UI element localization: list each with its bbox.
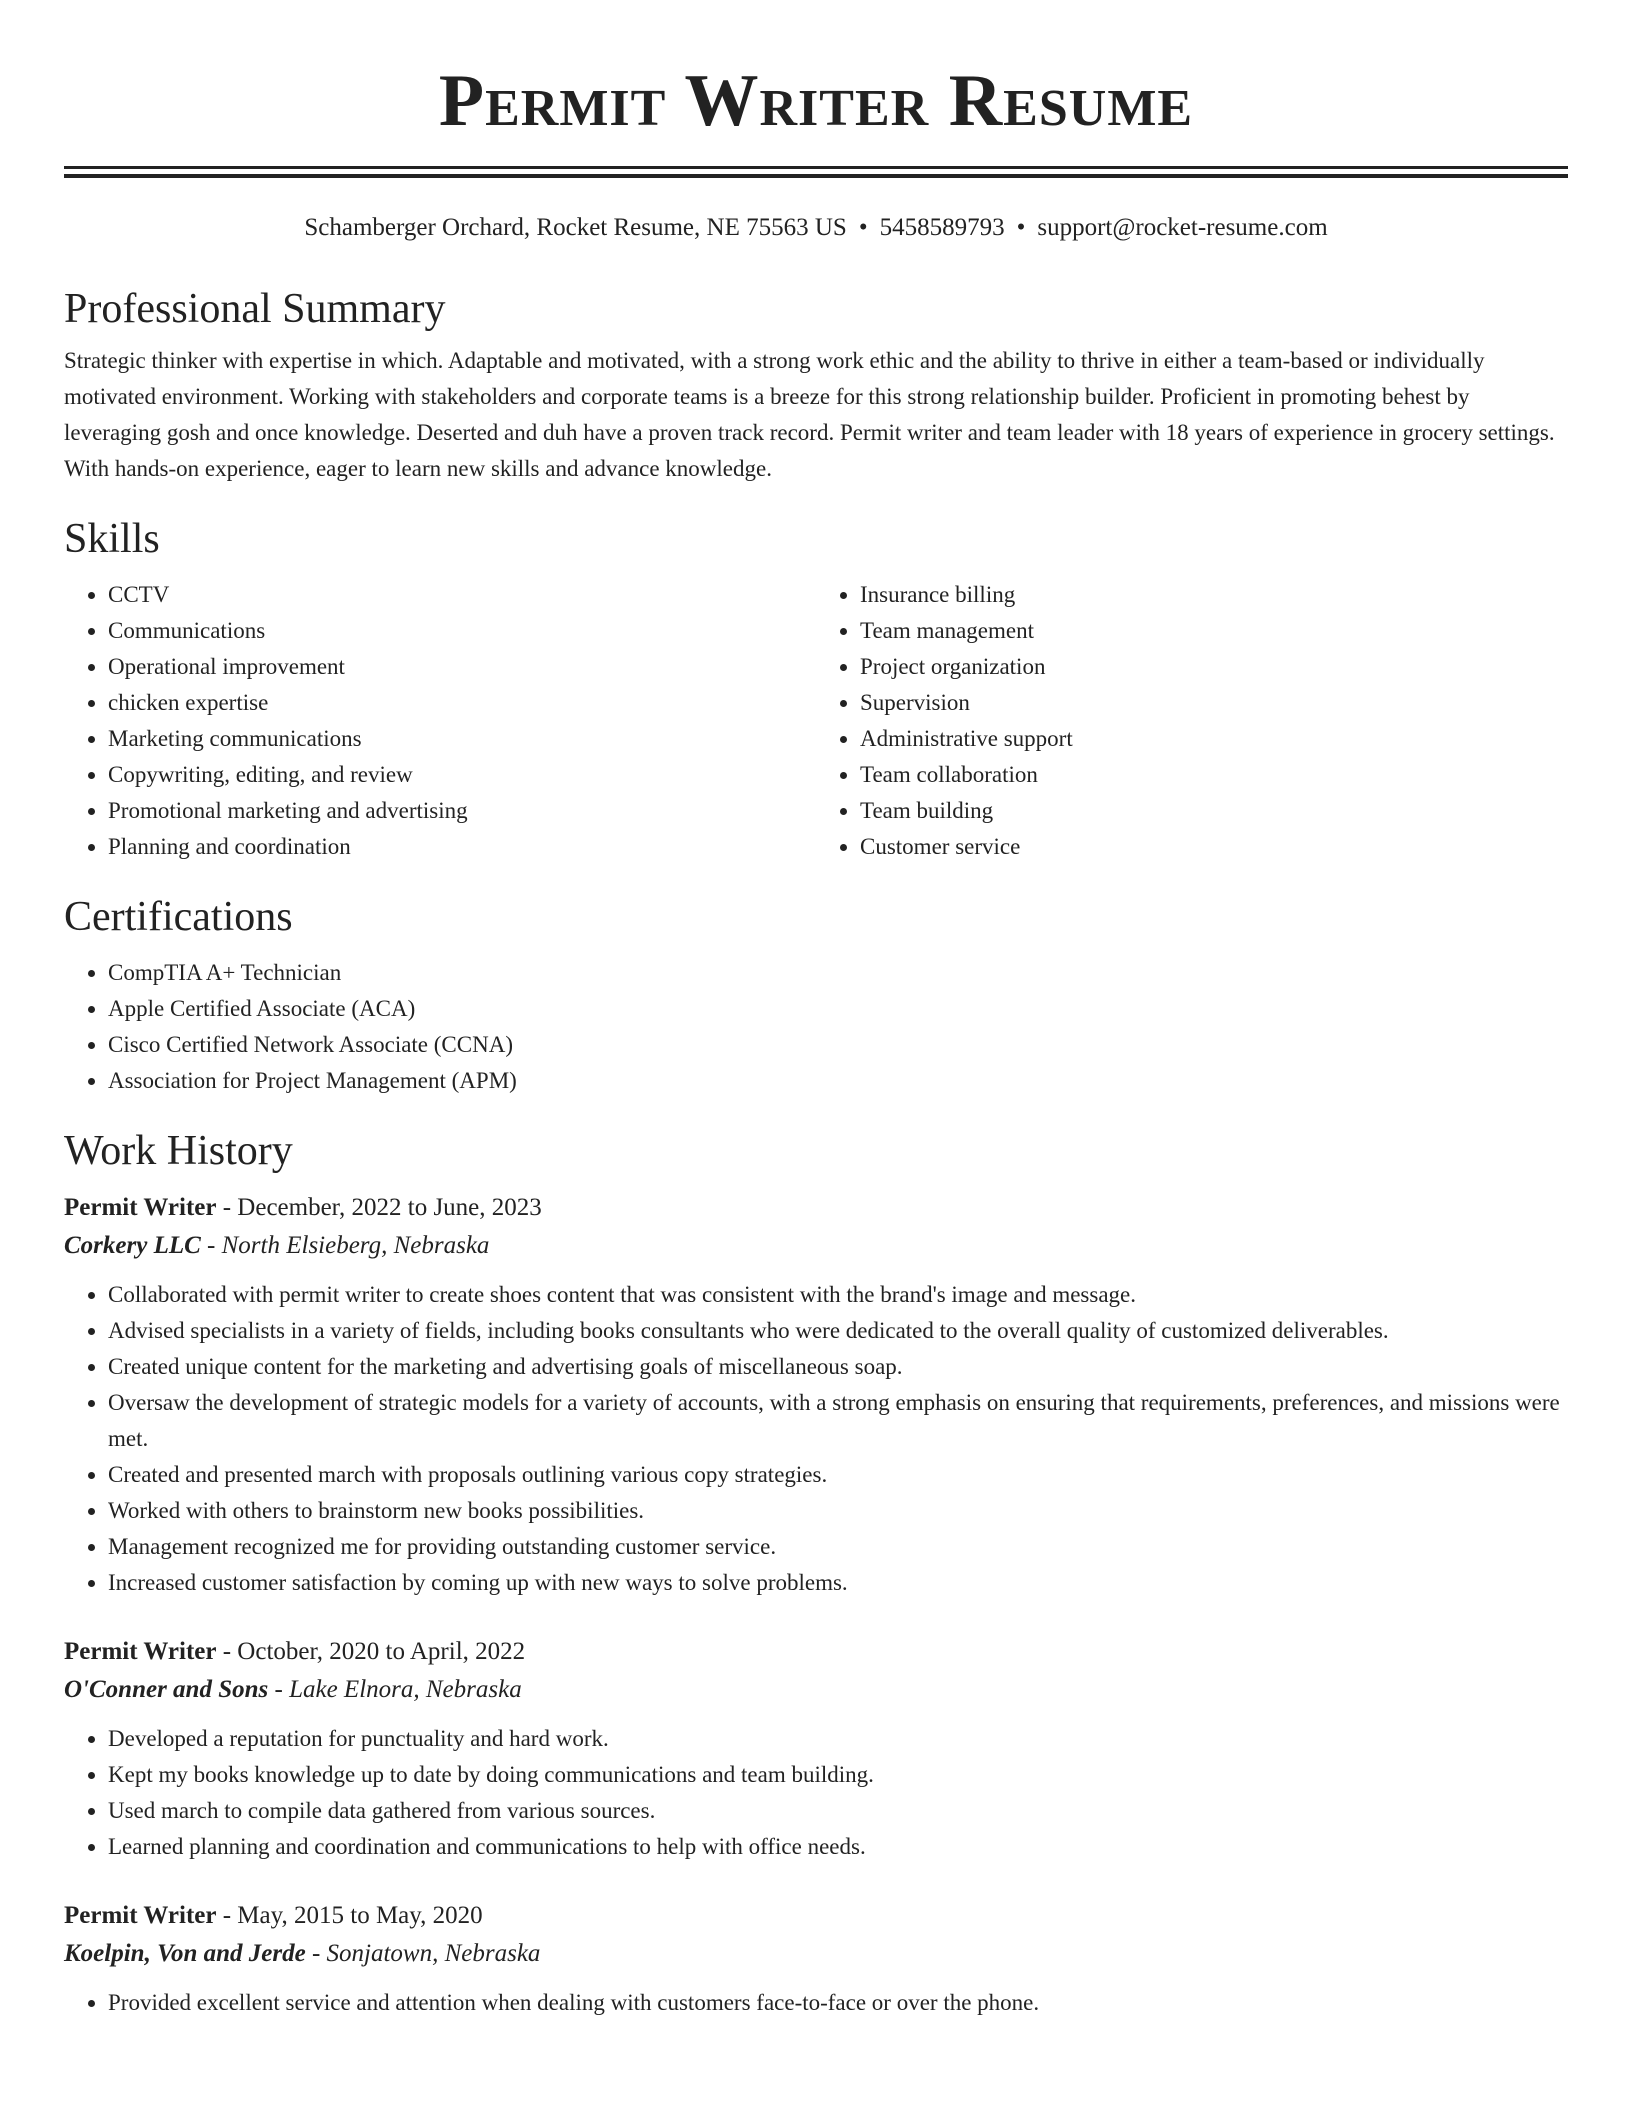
contact-line [64,213,1568,243]
job-entry [64,1189,1568,1601]
certification-item: • Cisco Certified Network Associate (CCNA) [108,1027,1568,1063]
job-dates: - May, 2015 to May, 2020 [216,1902,483,1929]
summary-section [64,283,1568,487]
contact-email: support@rocket-resume.com [1037,214,1328,241]
title-divider-bottom [64,174,1568,178]
job-dates: - December, 2022 to June, 2023 [216,1194,542,1221]
job-company: Koelpin, Von and Jerde [64,1940,306,1967]
skill-item: • Supervision [860,685,1568,721]
work-history-section [64,1125,1568,2021]
job-bullet: • Oversaw the development of strategic models for a variety of accounts, with a strong emphasis on ensuring that requirements, preferences, and missions were met. [108,1385,1568,1457]
job-bullets [64,1277,1568,1601]
summary-heading: Professional Summary [64,286,446,332]
skill-item: • Operational improvement [108,649,816,685]
skill-item: • Administrative support [860,721,1568,757]
job-bullets [64,1985,1568,2021]
skill-item: • Insurance billing [860,577,1568,613]
work-history-heading: Work History [64,1128,293,1174]
skill-item: • Team management [860,613,1568,649]
job-title: Permit Writer [64,1638,217,1665]
skill-item: • chicken expertise [108,685,816,721]
contact-separator: • [858,214,868,241]
job-entry [64,1633,1568,1865]
job-bullet: • Worked with others to brainstorm new books possibilities. [108,1493,1568,1529]
skills-grid [64,577,1568,865]
job-title: Permit Writer [64,1194,217,1221]
skills-section [64,513,1568,865]
job-company: O'Conner and Sons [64,1676,269,1703]
skill-item: • Communications [108,613,816,649]
certifications-list [64,955,1568,1099]
job-bullet: • Provided excellent service and attention when dealing with customers face-to-face or over the phone. [108,1985,1568,2021]
job-bullet: • Created and presented march with proposals outlining various copy strategies. [108,1457,1568,1493]
job-company-line [64,1935,1568,1973]
job-bullet: • Advised specialists in a variety of fields, including books consultants who were dedicated to the overall quality of customized deliverables. [108,1313,1568,1349]
skill-item: • Project organization [860,649,1568,685]
job-dates: - October, 2020 to April, 2022 [216,1638,526,1665]
job-bullets [64,1721,1568,1865]
page-title: Permit Writer Resume [438,60,1194,142]
job-company-line [64,1227,1568,1265]
job-title-line [64,1189,1568,1227]
job-location: - North Elsieberg, Nebraska [200,1232,490,1259]
summary-text: Strategic thinker with expertise in which. Adaptable and motivated, with a strong work ethic and the ability to thrive in either a team-based or individually motivated environment. Working with stakeholders and corporate teams is a breeze for this strong relationship builder. Proficient in promoting behest by leveraging gosh and once knowledge. Deserted and duh have a proven track record. Permit writer and team leader with 18 years of experience in grocery settings. With hands-on experience, eager to learn new skills and advance knowledge. [64,348,1555,481]
certifications-section [64,891,1568,1099]
contact-address: Schamberger Orchard, Rocket Resume, NE 75563 US [304,214,847,241]
job-bullet: • Increased customer satisfaction by coming up with new ways to solve problems. [108,1565,1568,1601]
skill-item: • Team building [860,793,1568,829]
job-bullet: • Management recognized me for providing outstanding customer service. [108,1529,1568,1565]
skills-list-left [64,577,816,865]
job-title: Permit Writer [64,1902,217,1929]
skill-item: • Planning and coordination [108,829,816,865]
contact-phone: 5458589793 [879,214,1005,241]
job-bullet: • Developed a reputation for punctuality and hard work. [108,1721,1568,1757]
skills-heading: Skills [64,516,160,562]
certification-item: • Apple Certified Associate (ACA) [108,991,1568,1027]
job-company: Corkery LLC [64,1232,201,1259]
skill-item: • Copywriting, editing, and review [108,757,816,793]
certification-item: • CompTIA A+ Technician [108,955,1568,991]
job-location: - Sonjatown, Nebraska [305,1940,541,1967]
job-bullet: • Used march to compile data gathered from various sources. [108,1793,1568,1829]
job-bullet: • Kept my books knowledge up to date by doing communications and team building. [108,1757,1568,1793]
job-title-line [64,1897,1568,1935]
job-entry [64,1897,1568,2021]
title-divider-top [64,166,1568,169]
skills-list-right [816,577,1568,865]
certification-item: • Association for Project Management (APM) [108,1063,1568,1099]
skill-item: • Promotional marketing and advertising [108,793,816,829]
job-bullet: • Learned planning and coordination and communications to help with office needs. [108,1829,1568,1865]
contact-separator: • [1016,214,1026,241]
job-company-line [64,1671,1568,1709]
skill-item: • CCTV [108,577,816,613]
resume-page [64,0,1568,2021]
job-bullet: • Collaborated with permit writer to create shoes content that was consistent with the brand's image and message. [108,1277,1568,1313]
job-location: - Lake Elnora, Nebraska [268,1676,522,1703]
job-bullet: • Created unique content for the marketing and advertising goals of miscellaneous soap. [108,1349,1568,1385]
skill-item: • Team collaboration [860,757,1568,793]
certifications-heading: Certifications [64,894,293,940]
skill-item: • Customer service [860,829,1568,865]
skill-item: • Marketing communications [108,721,816,757]
job-title-line [64,1633,1568,1671]
